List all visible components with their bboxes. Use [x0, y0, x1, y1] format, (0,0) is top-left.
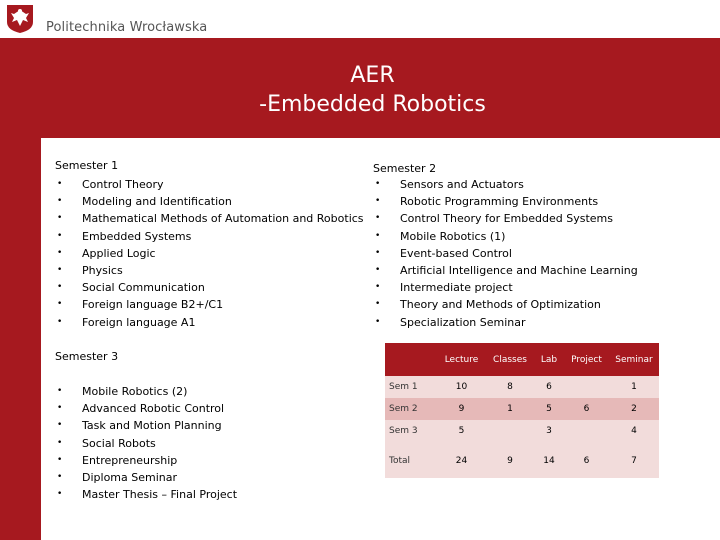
row-label: Sem 2: [385, 398, 437, 420]
page-title: AER: [350, 63, 395, 88]
eagle-crest-icon: [6, 4, 34, 34]
page-header: [0, 0, 720, 38]
course-item: • Social Communication: [55, 279, 364, 296]
table-cell: 3: [534, 420, 564, 442]
column-header: Lecture: [437, 343, 486, 376]
university-name: Politechnika Wrocławska: [46, 20, 208, 35]
course-item: • Master Thesis – Final Project: [55, 486, 237, 503]
table-cell: [486, 420, 534, 442]
course-item: • Theory and Methods of Optimization: [373, 296, 638, 313]
course-item: • Modeling and Identification: [55, 193, 364, 210]
course-item: • Robotic Programming Environments: [373, 193, 638, 210]
row-label: Sem 3: [385, 420, 437, 442]
course-item: • Event-based Control: [373, 245, 638, 262]
column-header: [385, 343, 437, 376]
course-item: • Control Theory: [55, 176, 364, 193]
table-cell: 9: [486, 442, 534, 478]
table-cell: 8: [486, 376, 534, 398]
course-item: • Mobile Robotics (2): [55, 383, 237, 400]
row-label: Total: [385, 442, 437, 478]
semester-1-list: [55, 176, 364, 331]
table-cell: 6: [564, 442, 609, 478]
table-cell: 7: [609, 442, 659, 478]
semester-1-title: Semester 1: [55, 159, 119, 172]
course-item: • Foreign language A1: [55, 314, 364, 331]
course-item: • Social Robots: [55, 435, 237, 452]
course-item: • Mobile Robotics (1): [373, 228, 638, 245]
table-cell: 9: [437, 398, 486, 420]
table-cell: 5: [437, 420, 486, 442]
course-item: • Physics: [55, 262, 364, 279]
table-row: [385, 420, 659, 442]
hours-table-header: [385, 343, 659, 376]
course-item: • Control Theory for Embedded Systems: [373, 210, 638, 227]
table-cell: 2: [609, 398, 659, 420]
course-item: • Advanced Robotic Control: [55, 400, 237, 417]
table-cell: 6: [564, 398, 609, 420]
semester-3-list: [55, 383, 237, 503]
course-item: • Applied Logic: [55, 245, 364, 262]
table-cell: 5: [534, 398, 564, 420]
table-cell: [564, 420, 609, 442]
semester-2-title: Semester 2: [373, 162, 437, 175]
course-item: • Artificial Intelligence and Machine Learning: [373, 262, 638, 279]
table-cell: 4: [609, 420, 659, 442]
semester-2-list: [373, 176, 638, 331]
course-item: • Embedded Systems: [55, 228, 364, 245]
course-item: • Sensors and Actuators: [373, 176, 638, 193]
table-row: [385, 376, 659, 398]
column-header: Project: [564, 343, 609, 376]
table-cell: 1: [486, 398, 534, 420]
hours-table: [385, 343, 659, 478]
table-cell: 14: [534, 442, 564, 478]
course-item: • Foreign language B2+/C1: [55, 296, 364, 313]
table-cell: 1: [609, 376, 659, 398]
column-header: Classes: [486, 343, 534, 376]
column-header: Seminar: [609, 343, 659, 376]
row-label: Sem 1: [385, 376, 437, 398]
page-subtitle: -Embedded Robotics: [259, 92, 486, 117]
course-item: • Intermediate project: [373, 279, 638, 296]
course-item: • Entrepreneurship: [55, 452, 237, 469]
table-cell: [564, 376, 609, 398]
table-cell: 10: [437, 376, 486, 398]
semester-3-title: Semester 3: [55, 350, 119, 363]
course-item: • Specialization Seminar: [373, 314, 638, 331]
title-banner: [41, 38, 720, 138]
table-cell: 24: [437, 442, 486, 478]
course-item: • Diploma Seminar: [55, 469, 237, 486]
course-item: • Task and Motion Planning: [55, 417, 237, 434]
table-cell: 6: [534, 376, 564, 398]
column-header: Lab: [534, 343, 564, 376]
course-item: • Mathematical Methods of Automation and Robotics: [55, 210, 364, 227]
table-row: [385, 398, 659, 420]
table-row: [385, 442, 659, 478]
